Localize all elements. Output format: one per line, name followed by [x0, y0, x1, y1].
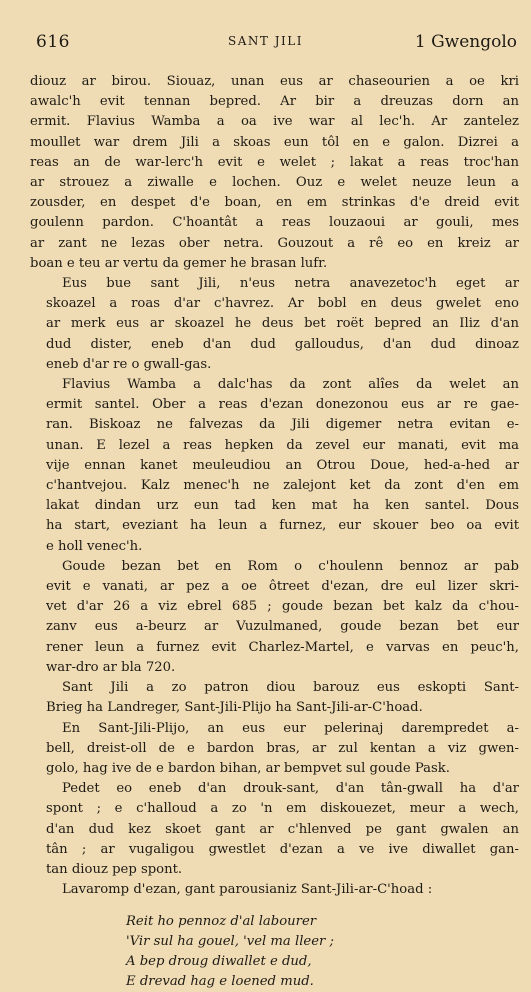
text-line: reas an de war-lerc'h evit e welet ; lakat a reas troc'han	[30, 154, 519, 170]
text-line: ran. Biskoaz ne falvezas da Jili digemer netra evitan e-	[46, 417, 519, 433]
text-line: e holl venec'h.	[46, 538, 143, 554]
paragraph	[30, 779, 519, 880]
text-line: Eus bue sant Jili, n'eus netra anavezetoc'h eget ar	[62, 276, 519, 292]
paragraph	[30, 719, 519, 780]
text-line: rener leun a furnez evit Charlez-Martel, e varvas en peuc'h,	[46, 639, 519, 655]
text-line: Goude bezan bet en Rom o c'houlenn bennoz ar pab	[62, 558, 519, 574]
text-line: war-dro ar bla 720.	[46, 659, 176, 675]
text-line: boan e teu ar vertu da gemer he brasan lufr.	[30, 255, 328, 271]
running-title: SANT JILI	[228, 34, 303, 48]
verse-line: E drevad hag e loened mud.	[126, 974, 314, 990]
text-line: ar strouez a ziwalle e lochen. Ouz e welet neuze leun a	[30, 175, 519, 191]
paragraph	[30, 557, 519, 678]
page-header	[30, 26, 517, 52]
text-line: ermit santel. Ober a reas d'ezan donezonou eus ar re gae-	[46, 397, 519, 413]
text-line: ha start, eveziant ha leun a furnez, eur skouer beo oa evit	[46, 518, 519, 534]
text-line: awalc'h evit tennan bepred. Ar bir a dreuzas dorn an	[30, 94, 519, 110]
text-line: ar zant ne lezas ober netra. Gouzout a rê eo en kreiz ar	[30, 235, 519, 251]
paragraph	[30, 274, 519, 375]
verse-line: A bep droug diwallet e dud,	[126, 954, 312, 970]
text-line: vet d'ar 26 a viz ebrel 685 ; goude bezan bet kalz da c'hou-	[46, 599, 519, 615]
text-line: moullet war drem Jili a skoas eun tôl en e galon. Dizrei a	[30, 134, 519, 150]
section-date: 1 Gwengolo	[414, 32, 517, 52]
text-line: tan diouz pep spont.	[46, 861, 183, 877]
text-line: c'hantvejou. Kalz menec'h ne zalejont ket da zont d'en em	[46, 478, 519, 494]
text-line: spont ; e c'halloud a zo 'n em diskouezet, meur a wech,	[46, 801, 519, 817]
text-line: goulenn pardon. C'hoantât a reas louzaoui ar gouli, mes	[30, 215, 519, 231]
text-line: Lavaromp d'ezan, gant parousianiz Sant-Jili-ar-C'hoad :	[62, 882, 433, 898]
body-text	[30, 72, 519, 992]
text-line: zousder, en despet d'e boan, en em strinkas d'e dreid evit	[30, 195, 519, 211]
text-line: zanv eus a-beurz ar Vuzulmaned, goude bezan bet eur	[46, 619, 519, 635]
text-line: evit e vanati, ar pez a oe ôtreet d'ezan, dre eul lizer skri-	[46, 579, 519, 595]
text-line: vije ennan kanet meuleudiou an Otrou Doue, hed-a-hed ar	[46, 457, 519, 473]
text-line: eneb d'ar re o gwall-gas.	[46, 356, 212, 372]
text-line: unan. E lezel a reas hepken da zevel eur manati, evit ma	[46, 437, 519, 453]
text-line: Brieg ha Landreger, Sant-Jili-Plijo ha Sant-Jili-ar-C'hoad.	[46, 700, 423, 716]
text-line: Pedet eo eneb d'an drouk-sant, d'an tân-gwall ha d'ar	[62, 781, 519, 797]
text-line: bell, dreist-oll de e bardon bras, ar zul kentan a viz gwen-	[46, 740, 519, 756]
text-line: golo, hag ive de e bardon bihan, ar bempvet sul goude Pask.	[46, 760, 450, 776]
paragraph	[30, 880, 519, 900]
text-line: ar merk eus ar skoazel he deus bet roët bepred an Iliz d'an	[46, 316, 519, 332]
text-line: dud dister, eneb d'an dud galloudus, d'an dud dinoaz	[46, 336, 519, 352]
paragraph	[30, 678, 519, 718]
text-line: ermit. Flavius Wamba a oa ive war al lec'h. Ar zantelez	[30, 114, 519, 130]
text-line: skoazel a roas d'ar c'havrez. Ar bobl en deus gwelet eno	[46, 296, 519, 312]
verse-line: 'Vir sul ha gouel, 'vel ma lleer ;	[126, 934, 334, 950]
verse-line: Reit ho pennoz d'al labourer	[126, 914, 317, 930]
verse-block	[30, 912, 519, 992]
paragraph	[30, 375, 519, 557]
text-line: Flavius Wamba a dalc'has da zont alîes da welet an	[62, 377, 519, 393]
text-line: Sant Jili a zo patron diou barouz eus eskopti Sant-	[62, 680, 519, 696]
text-line: En Sant-Jili-Plijo, an eus eur pelerinaj darempredet a-	[62, 720, 519, 736]
text-line: lakat dindan urz eun tad ken mat ha ken santel. Dous	[46, 498, 519, 514]
text-line: diouz ar birou. Siouaz, unan eus ar chaseourien a oe kri	[30, 74, 519, 89]
text-line: tân ; ar vugaligou gwestlet d'ezan a ve ive diwallet gan-	[46, 841, 519, 857]
paragraph	[30, 72, 519, 274]
page-number: 616	[36, 32, 70, 52]
text-line: d'an dud kez skoet gant ar c'hlenved pe gant gwalen an	[46, 821, 519, 837]
